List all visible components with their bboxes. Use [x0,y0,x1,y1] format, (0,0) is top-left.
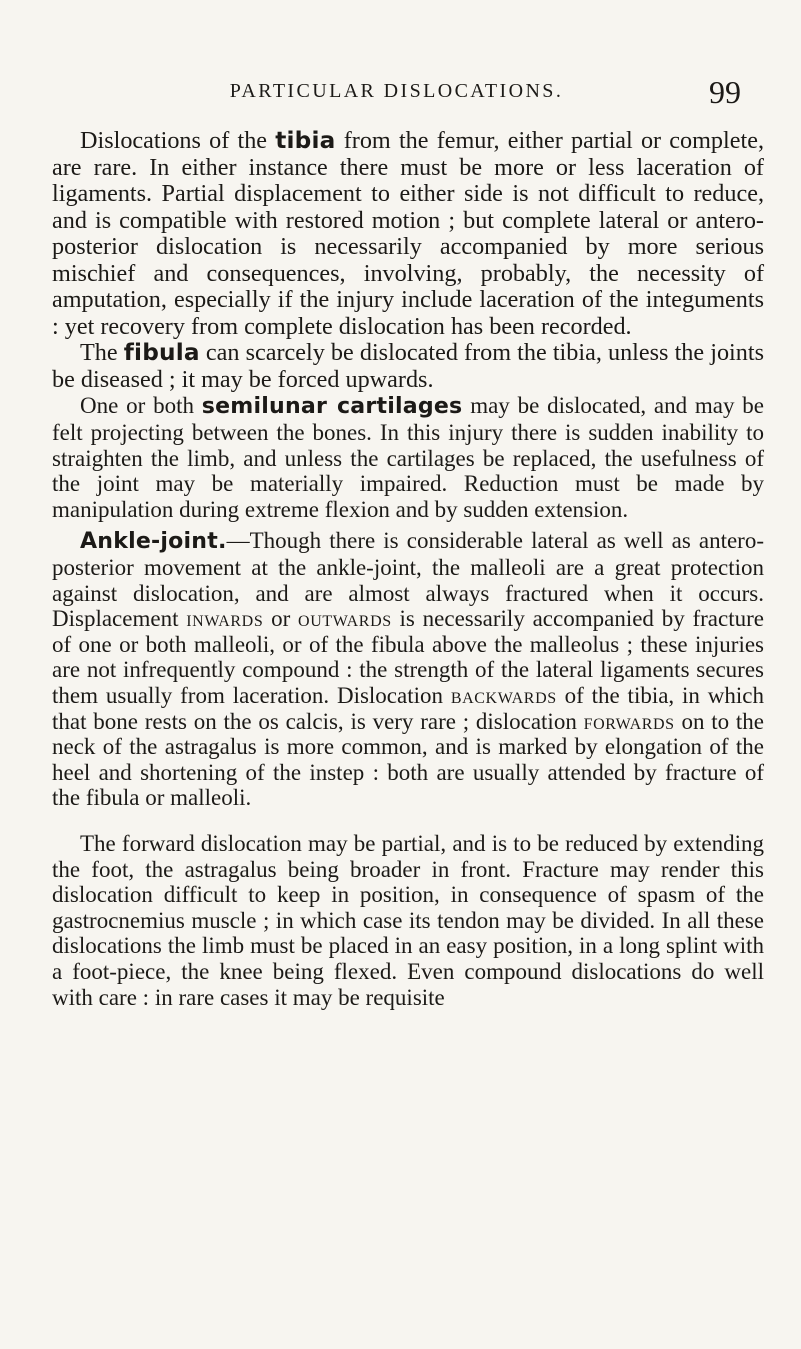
paragraph-forward-dislocation: The forward dislocation may be partial, and is to be reduced by extending the foot, the astragalus being broader in front. Fracture may render this dislocation difficult to keep in position, in consequence of spasm of the gastrocnemius muscle ; in which case its tendon may be divided. In all these dislocations the limb must be placed in an easy position, in a long splint with a foot-piece, the knee being flexed. Even compound dislocations do well with care : in rare cases it may be requisite [52,830,764,1010]
text-run: can scarcely be dislocated from the tibia, unless the joints be diseased ; it may be forced upwards. [52,339,765,393]
direction-backwards: backwards [450,683,557,708]
keyword-fibula: fibula [123,339,200,367]
direction-outwards: outwards [298,606,392,632]
text-run: is necessarily accompanied by fracture of one or both malleoli, or of the fibula above the malleolus ; these injuries are not infrequently compound : the strength of the lateral ligaments secures them usually from laceration. Dislocation [52,606,764,708]
page-number: 99 [709,74,741,110]
keyword-ankle-joint: Ankle-joint. [80,529,227,555]
direction-inwards: inwards [186,606,264,632]
text-run: Dislocations of the [80,127,276,154]
text-run: —Though there is considerable lateral as well as antero-posterior movement at the ankle-joint, the malleoli are a great protection against dislocation, and are almost always fractured when it occurs. Displacement [52,528,764,632]
text-run: or [263,606,299,632]
text-run: on to the neck of the astragalus is more common, and is marked by elongation of the heel and shortening of the instep : both are usually attended by fracture of the fibula or malleoli. [52,708,764,811]
paragraph-semilunar [52,393,764,522]
text-run: The [80,339,124,367]
text-run: may be dislocated, and may be felt projecting between the bones. In this injury there is sudden inability to straighten the limb, and unless the cartilages be replaced, the usefulness of the joint may be materially impaired. Reduction must be made by manipulation during extreme flexion and by sudden extension. [52,393,765,522]
keyword-semilunar-cartilages: semilunar cartilages [201,394,463,420]
paragraph-fibula [52,340,764,393]
text-run: of the tibia, in which that bone rests on the os calcis, is very rare ; dislocation [52,683,764,734]
text-run: One or both [80,393,202,419]
paragraph-tibia [52,128,764,340]
running-title: PARTICULAR DISLOCATIONS. [229,80,564,102]
page-body [52,128,764,1010]
direction-forwards: forwards [583,708,675,734]
paragraph-ankle-joint [52,528,764,811]
keyword-tibia: tibia [275,127,336,154]
text-run: from the femur, either partial or complete, are rare. In either instance there must be more or less laceration of ligaments. Partial displacement to either side is not difficult to reduce, and is compatible with restored motion ; but complete lateral or antero-posterior dislocation is necessarily accompanied by more serious mischief and consequences, involving, probably, the necessity of amputation, especially if the injury include laceration of the integuments : yet recovery from complete dislocation has been recorded. [52,127,764,340]
running-head [52,74,741,114]
